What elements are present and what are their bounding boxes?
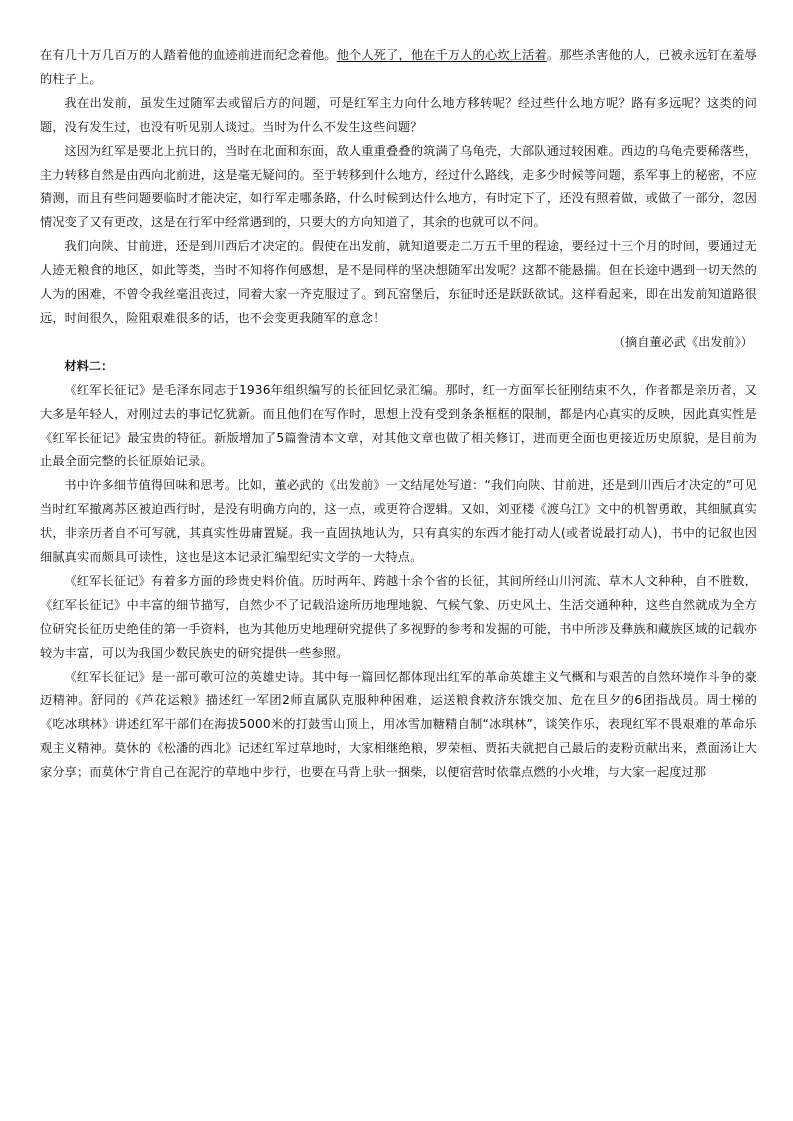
paragraph-0-text-b: 。那些杀害他的人，已被永远钉在羞辱的柱子上。 bbox=[40, 48, 757, 86]
material1-source: （摘自董必武《出发前》） bbox=[612, 334, 753, 349]
material2-paragraph-1: 《红军长征记》是毛泽东同志于1936年组织编写的长征回忆录汇编。那时，红一方面军长征刚结束不久，作者都是亲历者，又大多是年轻人，对刚过去的事记忆犹新。而且他们在写作时，思想上没有受到条条框框的限制，都是内心真实的反映，因此真实性是《红军长征记》最宝贵的特征。新版增加了5篇誊清本文章，对其他文章也做了相关修订，进而更全面也更接近历史原貌，是目前为止最全面完整的长征原始记录。 bbox=[40, 382, 757, 469]
material1-paragraph-0 bbox=[40, 44, 757, 92]
material2-paragraph-4: 《红军长征记》是一部可歌可泣的英雄史诗。其中每一篇回忆都体现出红军的革命英雄主义气概和与艰苦的自然环境作斗争的豪迈精神。舒同的《芦花运粮》描述红一军团2师直属队克服种种困难，运送粮食救济东饿交加、危在旦夕的6团指战员。周士梯的《吃冰琪林》讲述红军干部们在海拔5000米的打鼓雪山顶上，用冰雪加糖精自制“冰琪林”，谈笑作乐，表现红军不畏艰难的革命乐观主义精神。莫休的《松潘的西北》记述红军过草地时，大家相继绝粮，罗荣桓、贾拓夫就把自己最后的麦粉贡献出来，煮面汤让大家分享；而莫休宁肯自己在泥泞的草地中步行，也要在马背上驮一捆柴，以便宿营时依靠点燃的小火堆，与大家一起度过那 bbox=[40, 669, 757, 780]
material1-paragraph-1: 我在出发前，虽发生过随军去或留后方的问题，可是红军主力向什么地方移转呢？经过些什么地方呢？路有多远呢？这类的问题，没有发生过，也没有听见别人谈过。当时为什么不发生这些问题？ bbox=[40, 95, 757, 134]
material2-heading: 材料二： bbox=[64, 358, 114, 373]
material2-paragraph-3: 《红军长征记》有着多方面的珍贵史料价值。历时两年、跨越十余个省的长征，其间所经山川河流、草木人文种种，自不胜数，《红军长征记》中丰富的细节描写，自然少不了记载沿途所历地理地貌、气候气象、历史风土、生活交通种种，这些自然就成为全方位研究长征历史绝佳的第一手资料，也为其他历史地理研究提供了多视野的参考和发掘的可能，书中所涉及彝族和藏族区域的记载亦较为丰富，可以为我国少数民族史的研究提供一些参照。 bbox=[40, 573, 757, 660]
underlined-sentence: 他个人死了，他在千万人的心坎上活着 bbox=[336, 48, 547, 62]
material2-paragraph-2: 书中许多细节值得回味和思考。比如，董必武的《出发前》一文结尾处写道：“我们向陕、甘前进，还是到川西后才决定的”可见当时红军撤离苏区被迫西行时，是没有明确方向的，这一点，或更符合逻辑。又如，刘亚楼《渡乌江》文中的机智勇敢，其细腻真实状，非亲历者自不可写就，其真实性毋庸置疑。我一直固执地认为，只有真实的东西才能打动人(或者说最打动人)，书中的记叙也因细腻真实而颇具可读性，这也是这本记录汇编型纪实文学的一大特点。 bbox=[40, 478, 757, 565]
paragraph-0-text-a: 在有几十万几百万的人踏着他的血迹前进而纪念着他。 bbox=[40, 48, 337, 62]
material1-paragraph-3: 我们向陕、甘前进，还是到川西后才决定的。假使在出发前，就知道要走二万五千里的程途，要经过十三个月的时间，要通过无人迹无粮食的地区，如此等类，当时不知将作何感想，是不是同样的坚决想随军出发呢？这都不能悬揣。但在长途中遇到一切天然的人为的困难，不曾令我丝毫沮丧过，同着大家一齐克服过了。到瓦窑堡后，东征时还是跃跃欲试。这样看起来，即在出发前知道路很远，时间很久，险阻艰难很多的话，也不会变更我随军的意念！ bbox=[40, 239, 757, 325]
material1-paragraph-2: 这因为红军是要北上抗日的，当时在北面和东面，敌人重重叠叠的筑满了乌龟壳，大部队通过较困难。西边的乌龟壳要稀落些，主力转移自然是由西向北前进，这是毫无疑问的。至于转移到什么地方，经过什么路线，走多少时候等问题，系军事上的秘密，不应猜测，而且有些问题要临时才能决定，如行军走哪条路，什么时候到达什么地方，有时定下了，还没有照着做，或做了一部分，忽因情况变了又有更改，这是在行军中经常遇到的，只要大的方向知道了，其余的也就可以不问。 bbox=[40, 143, 757, 230]
